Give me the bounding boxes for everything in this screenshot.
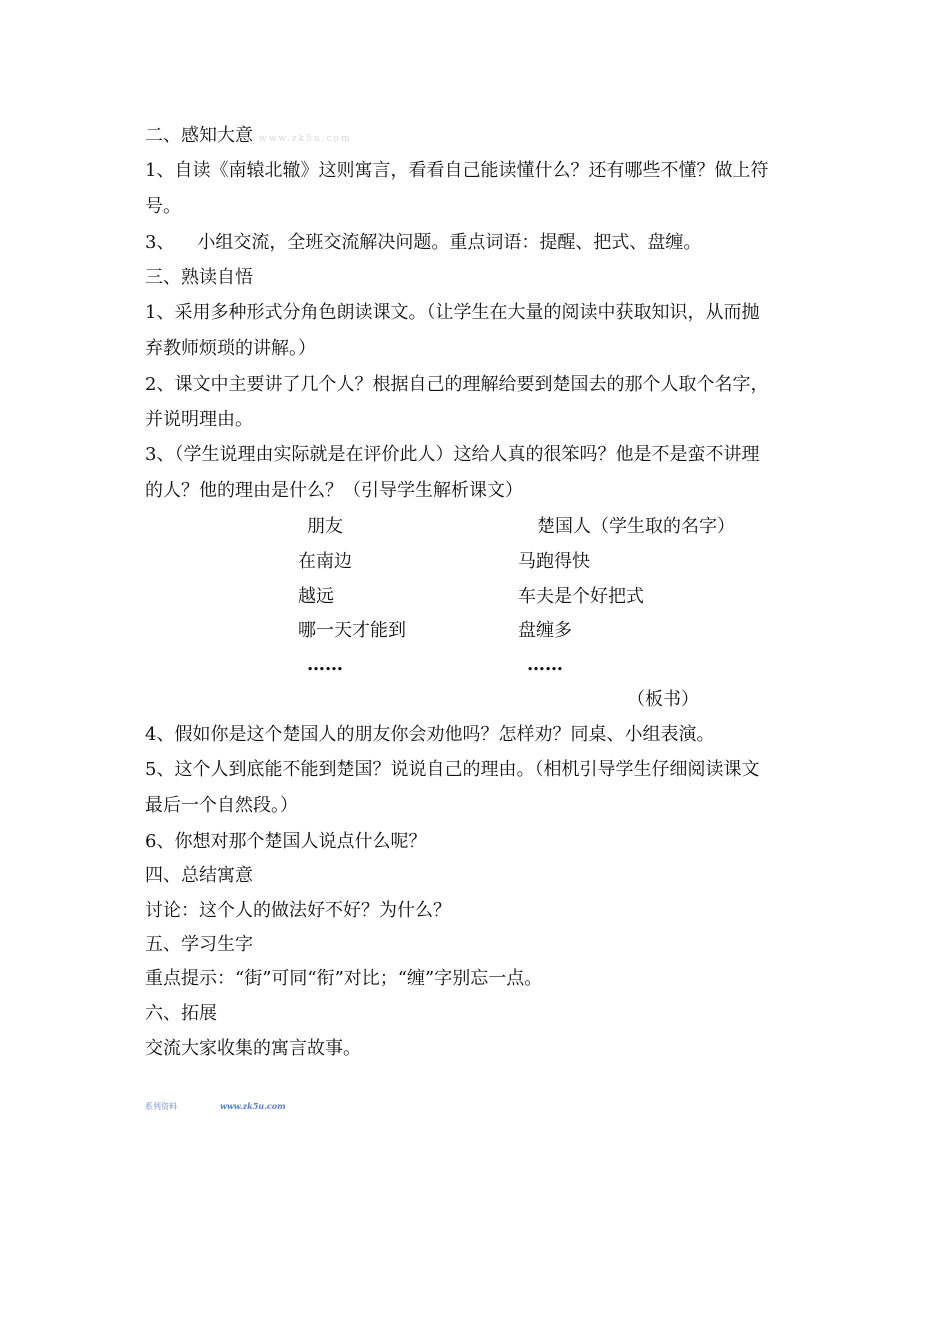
paragraph: 最后一个自然段。） xyxy=(145,795,298,816)
paragraph: 号。 xyxy=(145,196,181,217)
board-right-item: 车夫是个好把式 xyxy=(518,586,644,607)
footer-label: 系列资料 xyxy=(145,1102,177,1111)
board-left-header: 朋友 xyxy=(307,516,343,537)
paragraph: 的人？他的理由是什么？（引导学生解析课文） xyxy=(145,480,523,501)
board-right-item: 马跑得快 xyxy=(518,551,590,572)
paragraph: 6、你想对那个楚国人说点什么呢？ xyxy=(145,831,427,852)
section-heading-5: 五、学习生字 xyxy=(145,934,253,955)
watermark-text: www.zk5u.com xyxy=(259,134,352,144)
section-heading-6: 六、拓展 xyxy=(145,1003,217,1024)
board-left-item: 哪一天才能到 xyxy=(298,620,406,641)
board-left-item: 越远 xyxy=(298,586,334,607)
board-right-ellipsis: …… xyxy=(527,654,563,675)
paragraph: 1、采用多种形式分角色朗读课文。（让学生在大量的阅读中获取知识，从而抛 xyxy=(145,302,760,323)
paragraph: 交流大家收集的寓言故事。 xyxy=(145,1038,361,1059)
section-heading-2-text: 二、感知大意 xyxy=(145,125,253,146)
paragraph: 1、自读《南辕北辙》这则寓言，看看自己能读懂什么？还有哪些不懂？做上符 xyxy=(145,160,769,181)
paragraph: 4、假如你是这个楚国人的朋友你会劝他吗？怎样劝？同桌、小组表演。 xyxy=(145,724,715,745)
section-heading-2 xyxy=(145,125,810,150)
paragraph: 5、这个人到底能不能到楚国？说说自己的理由。（相机引导学生仔细阅读课文 xyxy=(145,759,760,780)
board-left-ellipsis: …… xyxy=(307,654,343,675)
paragraph: 2、课文中主要讲了几个人？根据自己的理解给要到楚国去的那个人取个名字， xyxy=(145,374,769,395)
section-heading-4: 四、总结寓意 xyxy=(145,865,253,886)
board-left-item: 在南边 xyxy=(298,551,352,572)
paragraph: 并说明理由。 xyxy=(145,409,253,430)
footer-url: www.zk5u.com xyxy=(220,1101,286,1111)
board-caption: （板书） xyxy=(627,689,699,710)
board-right-item: 盘缠多 xyxy=(518,620,572,641)
paragraph: 重点提示：“街”可同“衔”对比；“缠”字别忘一点。 xyxy=(145,968,543,989)
paragraph: 3、 小组交流，全班交流解决问题。重点词语：提醒、把式、盘缠。 xyxy=(145,232,702,253)
board-right-header: 楚国人（学生取的名字） xyxy=(537,516,735,537)
paragraph: 3、（学生说理由实际就是在评价此人）这给人真的很笨吗？他是不是蛮不讲理 xyxy=(145,444,760,465)
section-heading-3: 三、熟读自悟 xyxy=(145,267,253,288)
paragraph: 弃教师烦琐的讲解。） xyxy=(145,338,316,359)
paragraph: 讨论：这个人的做法好不好？为什么？ xyxy=(145,900,451,921)
